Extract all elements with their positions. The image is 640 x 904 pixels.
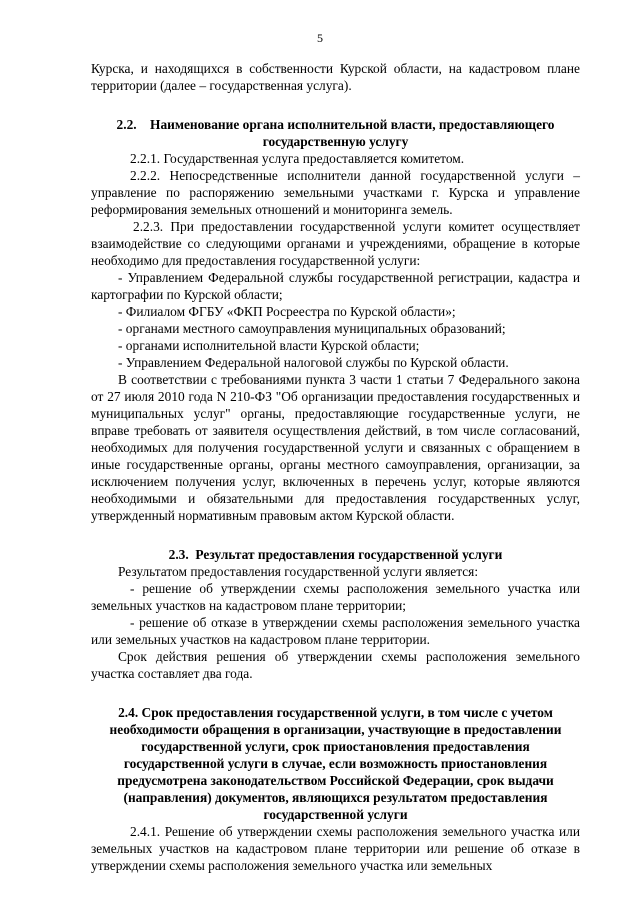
page-number: 5 <box>317 31 323 45</box>
paragraph: Курска, и находящихся в собственности Курской области, на кадастровом плане территории (далее – государственная услуга). <box>91 61 580 93</box>
paragraph: - решение об отказе в утверждении схемы расположения земельного участка или земельных участков на кадастровом плане территории. <box>91 615 580 647</box>
paragraph: 2.4.1. Решение об утверждении схемы расположения земельного участка или земельных участков на кадастровом плане территории или решение об отказе в утверждении схемы расположения земельного участка или земельных <box>91 824 580 873</box>
paragraph: - органами исполнительной власти Курской области; <box>118 338 420 353</box>
paragraph: Результатом предоставления государственной услуги является: <box>118 564 479 579</box>
section-heading: 2.3. Результат предоставления государственной услуги <box>168 547 503 562</box>
paragraph: - решение об утверждении схемы расположения земельного участка или земельных участков на кадастровом плане территории; <box>91 581 580 613</box>
section-gap <box>91 94 580 116</box>
document-body <box>91 60 580 874</box>
paragraph: 2.2.1. Государственная услуга предоставляется комитетом. <box>130 151 465 166</box>
paragraph: - Филиалом ФГБУ «ФКП Росреестра по Курской области»; <box>118 304 456 319</box>
paragraph: 2.2.2. Непосредственные исполнители данной государственной услуги – управление по распоряжению земельными участками г. Курска и управление реформирования земельных отношений и мониторинга земель. <box>91 168 580 217</box>
paragraph: Срок действия решения об утверждении схемы расположения земельного участка составляет два года. <box>91 649 580 681</box>
paragraph: В соответствии с требованиями пункта 3 части 1 статьи 7 Федерального закона от 27 июля 2010 года N 210-ФЗ "Об организации предоставления государственных и муниципальных услуг" органы, предоставляющие государственные услуги, не вправе требовать от заявителя осуществления действий, в том числе согласований, необходимых для получения государственной услуги и связанных с обращением в иные государственные органы, органы местного самоуправления, организации, за исключением получения услуг, включенных в перечень услуг, которые являются необходимыми и обязательными для предоставления государственных услуг, утвержденный нормативным правовым актом Курской области. <box>91 372 580 523</box>
paragraph: - Управлением Федеральной налоговой службы по Курской области. <box>118 355 509 370</box>
paragraph: - органами местного самоуправления муниципальных образований; <box>118 321 506 336</box>
section-gap <box>91 524 580 546</box>
paragraph: 2.2.3. При предоставлении государственной услуги комитет осуществляет взаимодействие со следующими органами и учреждениями, обращение в которые необходимо для предоставления государственной услуги: <box>91 219 580 268</box>
section-gap <box>91 682 580 704</box>
section-heading: 2.4. Срок предоставления государственной услуги, в том числе с учетом необходимости обращения в организации, участвующие в предоставлении государственной услуги, срок приостановления предоставления государственной услуги в случае, если возможность приостановления предусмотрена законодательством Российской Федерации, срок выдачи (направления) документов, являющихся результатом предоставления государственной услуги <box>109 705 562 822</box>
paragraph: - Управлением Федеральной службы государственной регистрации, кадастра и картографии по Курской области; <box>91 270 580 302</box>
section-heading: 2.2. Наименование органа исполнительной власти, предоставляющего государственную услугу <box>116 117 555 149</box>
